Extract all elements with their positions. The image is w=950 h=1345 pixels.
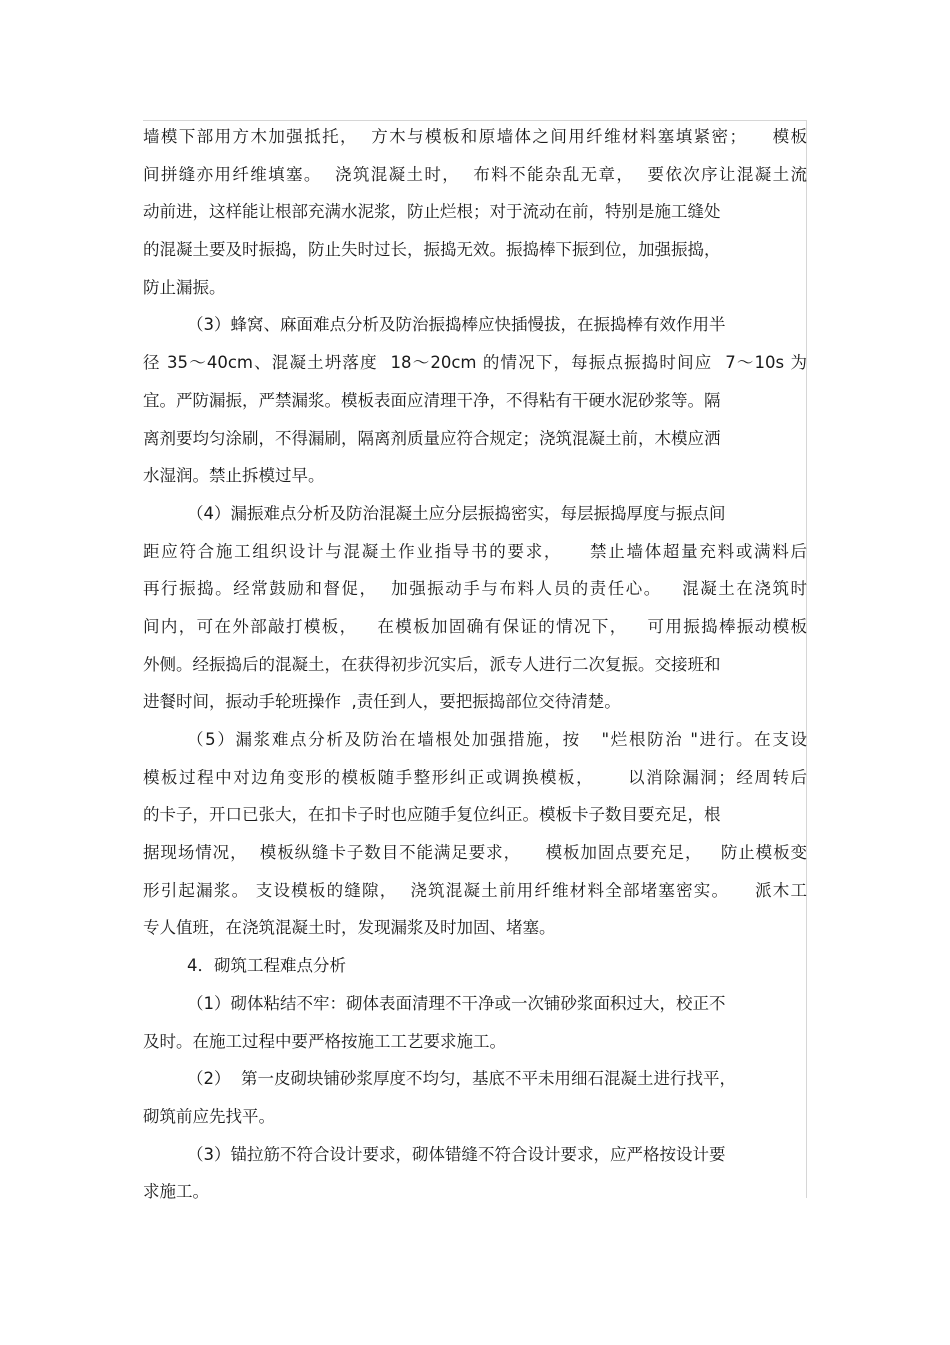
text-line: 的混凝土要及时振捣，防止失时过长，振捣无效。振捣棒下振到位，加强振捣，: [143, 240, 721, 260]
paragraph-first-line: （1）砌体粘结不牢：砌体表面清理不干净或一次铺砂浆面积过大，校正不: [187, 993, 726, 1013]
text-line: 间内，可在外部敲打模板， 在模板加固确有保证的情况下， 可用振捣棒振动模板: [143, 616, 807, 636]
text-line: 求施工。: [143, 1182, 209, 1202]
paragraph-first-line: （4）漏振难点分析及防治混凝土应分层振捣密实，每层振捣厚度与振点间: [187, 503, 726, 523]
text-line: 的卡子，开口已张大，在扣卡子时也应随手复位纠正。模板卡子数目要充足，根: [143, 805, 721, 825]
text-line: 离剂要均匀涂刷，不得漏刷，隔离剂质量应符合规定；浇筑混凝土前，木模应洒: [143, 428, 721, 448]
text-line: 再行振捣。经常鼓励和督促， 加强振动手与布料人员的责任心。 混凝土在浇筑时: [143, 579, 807, 599]
text-line: 据现场情况， 模板纵缝卡子数目不能满足要求， 模板加固点要充足， 防止模板变: [143, 843, 807, 863]
text-line: 径 35～40cm、混凝土坍落度 18～20cm 的情况下，每振点振捣时间应 7～10s 为: [143, 353, 807, 373]
text-line: 砌筑前应先找平。: [143, 1106, 275, 1126]
text-line: 墙模下部用方木加强抵托， 方木与模板和原墙体之间用纤维材料塞填紧密； 模板: [143, 127, 807, 146]
text-line: 外侧。经振捣后的混凝土，在获得初步沉实后，派专人进行二次复振。交接班和: [143, 654, 721, 674]
text-line: 形引起漏浆。 支设模板的缝隙， 浇筑混凝土前用纤维材料全部堵塞密实。 派木工: [143, 880, 807, 900]
text-line: 及时。在施工过程中要严格按施工工艺要求施工。: [143, 1031, 506, 1051]
paragraph-first-line: （3）蜂窝、麻面难点分析及防治振捣棒应快插慢拔，在振捣棒有效作用半: [187, 315, 726, 335]
paragraph-first-line: （3）锚拉筋不符合设计要求，砌体错缝不符合设计要求，应严格按设计要: [187, 1144, 726, 1164]
text-line: 进餐时间，振动手轮班操作 ,责任到人，要把振捣部位交待清楚。: [143, 692, 621, 712]
text-line: 防止漏振。: [143, 277, 226, 297]
paragraph-first-line: （2） 第一皮砌块铺砂浆厚度不均匀，基底不平未用细石混凝土进行找平，: [187, 1069, 736, 1089]
text-line: 动前进，这样能让根部充满水泥浆，防止烂根；对于流动在前，特别是施工缝处: [143, 202, 721, 222]
paragraph-first-line: 4．砌筑工程难点分析: [187, 956, 346, 976]
paragraph-first-line: （5）漏浆难点分析及防治在墙根处加强措施，按 "烂根防治 "进行。在支设: [187, 730, 807, 749]
text-line: 距应符合施工组织设计与混凝土作业指导书的要求， 禁止墙体超量充料或满料后: [143, 541, 807, 561]
text-line: 水湿润。禁止拆模过早。: [143, 466, 325, 486]
text-line: 宜。严防漏振，严禁漏浆。模板表面应清理干净，不得粘有干硬水泥砂浆等。隔: [143, 390, 721, 410]
text-line: 模板过程中对边角变形的模板随手整形纠正或调换模板， 以消除漏洞；经周转后: [143, 767, 807, 787]
text-line: 间拼缝亦用纤维填塞。 浇筑混凝土时， 布料不能杂乱无章， 要依次序让混凝土流: [143, 164, 807, 184]
text-line: 专人值班，在浇筑混凝土时，发现漏浆及时加固、堵塞。: [143, 918, 556, 938]
body-text: [143, 118, 807, 1211]
